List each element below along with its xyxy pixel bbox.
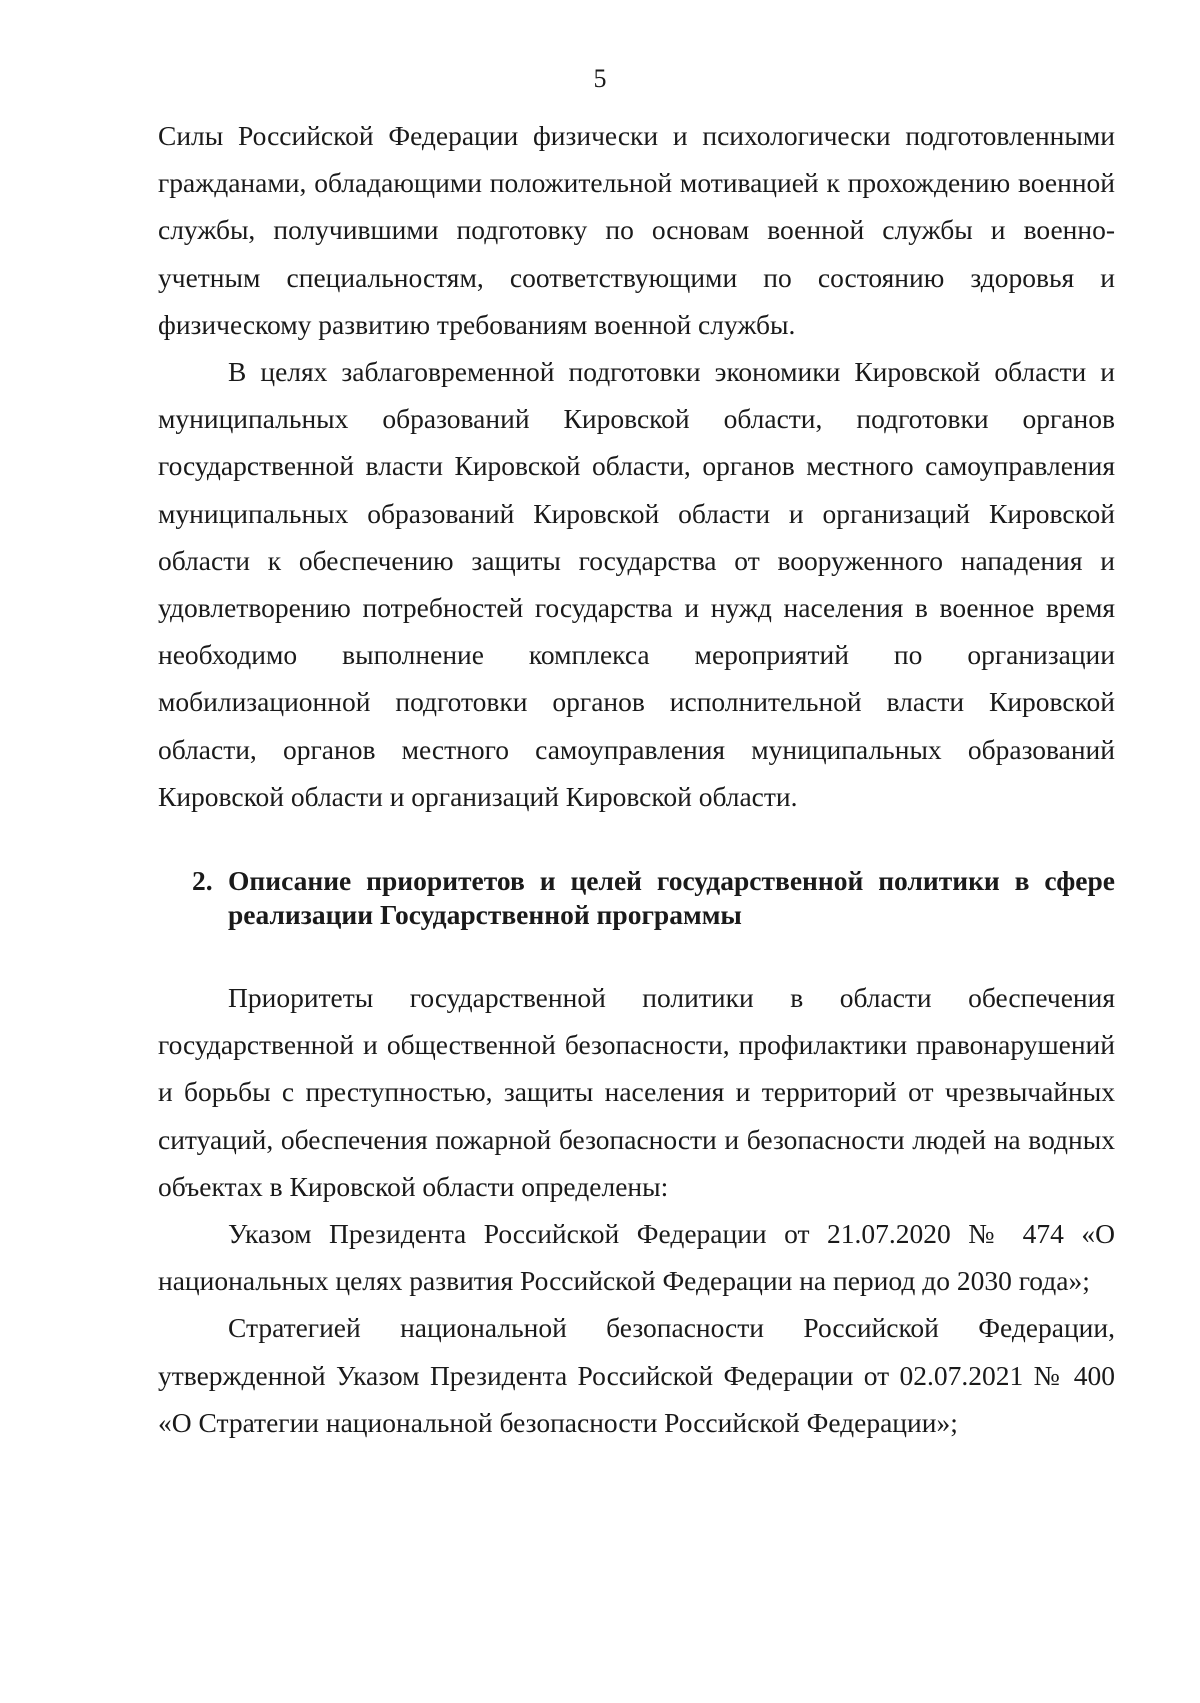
section-heading — [158, 864, 1115, 932]
paragraph-mobilization: В целях заблаговременной подготовки экономики Кировской области и муниципальных образований Кировской области, подготовки органов государственной власти Кировской области, органов местного самоуправления муниципальных образований Кировской области и организаций Кировской области к обеспечению защиты государства от вооруженного нападения и удовлетворению потребностей государства и нужд населения в военное время необходимо выполнение комплекса мероприятий по организации мобилизационной подготовки органов исполнительной власти Кировской области, органов местного самоуправления муниципальных образований Кировской области и организаций Кировской области. — [158, 356, 1115, 812]
paragraph-priorities: Приоритеты государственной политики в области обеспечения государственной и общественной безопасности, профилактики правонарушений и борьбы с преступностью, защиты населения и территорий от чрезвычайных ситуаций, обеспечения пожарной безопасности и безопасности людей на водных объектах в Кировской области определены: — [158, 982, 1115, 1202]
paragraph-strategy-400: Стратегией национальной безопасности Российской Федерации, утвержденной Указом Президента Российской Федерации от 02.07.2021 № 400 «О Стратегии национальной безопасности Российской Федерации»; — [158, 1312, 1115, 1438]
paragraph-decree-474: Указом Президента Российской Федерации от 21.07.2020 № 474 «О национальных целях развития Российской Федерации на период до 2030 года»; — [158, 1218, 1115, 1297]
page-number: 5 — [593, 64, 607, 93]
document-body — [158, 112, 1115, 1446]
paragraph-continuation: Силы Российской Федерации физически и психологически подготовленными гражданами, обладающими положительной мотивацией к прохождению военной службы, получившими подготовку по основам военной службы и военно-учетным специальностям, соответствующими по состоянию здоровья и физическому развитию требованиям военной службы. — [158, 120, 1115, 340]
section-number: 2. — [192, 865, 213, 897]
section-title: Описание приоритетов и целей государственной политики в сфере реализации Государственной программы — [228, 865, 1115, 931]
